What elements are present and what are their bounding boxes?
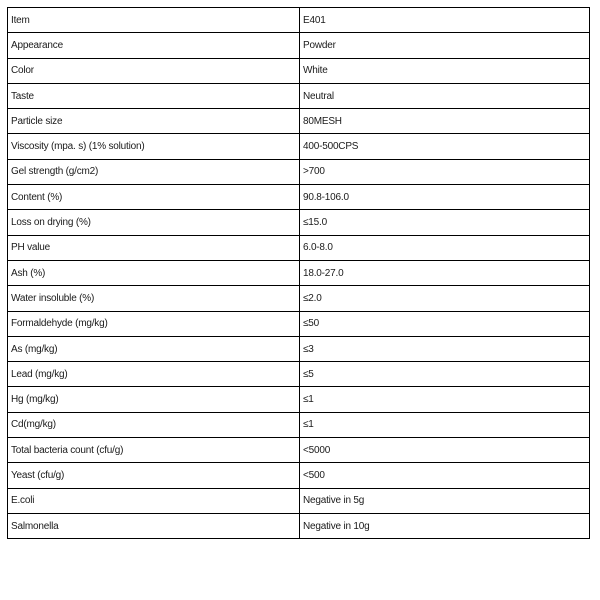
item-cell: Formaldehyde (mg/kg) — [8, 312, 300, 337]
table-row — [8, 236, 589, 261]
item-cell: E.coli — [8, 489, 300, 514]
table-row — [8, 210, 589, 235]
table-row — [8, 463, 589, 488]
table-row — [8, 185, 589, 210]
table-row — [8, 286, 589, 311]
table-row — [8, 413, 589, 438]
value-cell: ≤50 — [300, 312, 589, 337]
value-cell: ≤2.0 — [300, 286, 589, 311]
item-cell: Total bacteria count (cfu/g) — [8, 438, 300, 463]
table-row — [8, 33, 589, 58]
table-row — [8, 8, 589, 33]
item-cell: Gel strength (g/cm2) — [8, 160, 300, 185]
specification-table-body — [8, 8, 589, 538]
value-cell: ≤5 — [300, 362, 589, 387]
value-cell: >700 — [300, 160, 589, 185]
item-cell: Color — [8, 59, 300, 84]
value-cell: Negative in 5g — [300, 489, 589, 514]
table-row — [8, 362, 589, 387]
table-row — [8, 387, 589, 412]
table-row — [8, 59, 589, 84]
value-cell: 90.8-106.0 — [300, 185, 589, 210]
value-cell: E401 — [300, 8, 589, 33]
item-cell: As (mg/kg) — [8, 337, 300, 362]
value-cell: White — [300, 59, 589, 84]
item-cell: Cd(mg/kg) — [8, 413, 300, 438]
table-row — [8, 261, 589, 286]
item-cell: Content (%) — [8, 185, 300, 210]
table-row — [8, 84, 589, 109]
value-cell: Neutral — [300, 84, 589, 109]
item-cell: Water insoluble (%) — [8, 286, 300, 311]
table-row — [8, 514, 589, 538]
item-cell: Loss on drying (%) — [8, 210, 300, 235]
table-row — [8, 489, 589, 514]
item-cell: Taste — [8, 84, 300, 109]
item-cell: Item — [8, 8, 300, 33]
item-cell: Lead (mg/kg) — [8, 362, 300, 387]
value-cell: 18.0-27.0 — [300, 261, 589, 286]
item-cell: Yeast (cfu/g) — [8, 463, 300, 488]
item-cell: Hg (mg/kg) — [8, 387, 300, 412]
value-cell: 80MESH — [300, 109, 589, 134]
item-cell: PH value — [8, 236, 300, 261]
value-cell: <5000 — [300, 438, 589, 463]
table-row — [8, 337, 589, 362]
value-cell: 400-500CPS — [300, 134, 589, 159]
item-cell: Appearance — [8, 33, 300, 58]
value-cell: ≤1 — [300, 387, 589, 412]
value-cell: Powder — [300, 33, 589, 58]
table-row — [8, 134, 589, 159]
value-cell: ≤15.0 — [300, 210, 589, 235]
table-row — [8, 312, 589, 337]
item-cell: Particle size — [8, 109, 300, 134]
value-cell: ≤1 — [300, 413, 589, 438]
table-row — [8, 160, 589, 185]
table-row — [8, 109, 589, 134]
value-cell: 6.0-8.0 — [300, 236, 589, 261]
specification-table — [7, 7, 590, 539]
value-cell: Negative in 10g — [303, 520, 370, 532]
value-cell: <500 — [300, 463, 589, 488]
item-cell: Salmonella — [8, 514, 300, 538]
item-cell: Ash (%) — [8, 261, 300, 286]
value-cell: ≤3 — [300, 337, 589, 362]
item-cell: Viscosity (mpa. s) (1% solution) — [8, 134, 300, 159]
table-row — [8, 438, 589, 463]
